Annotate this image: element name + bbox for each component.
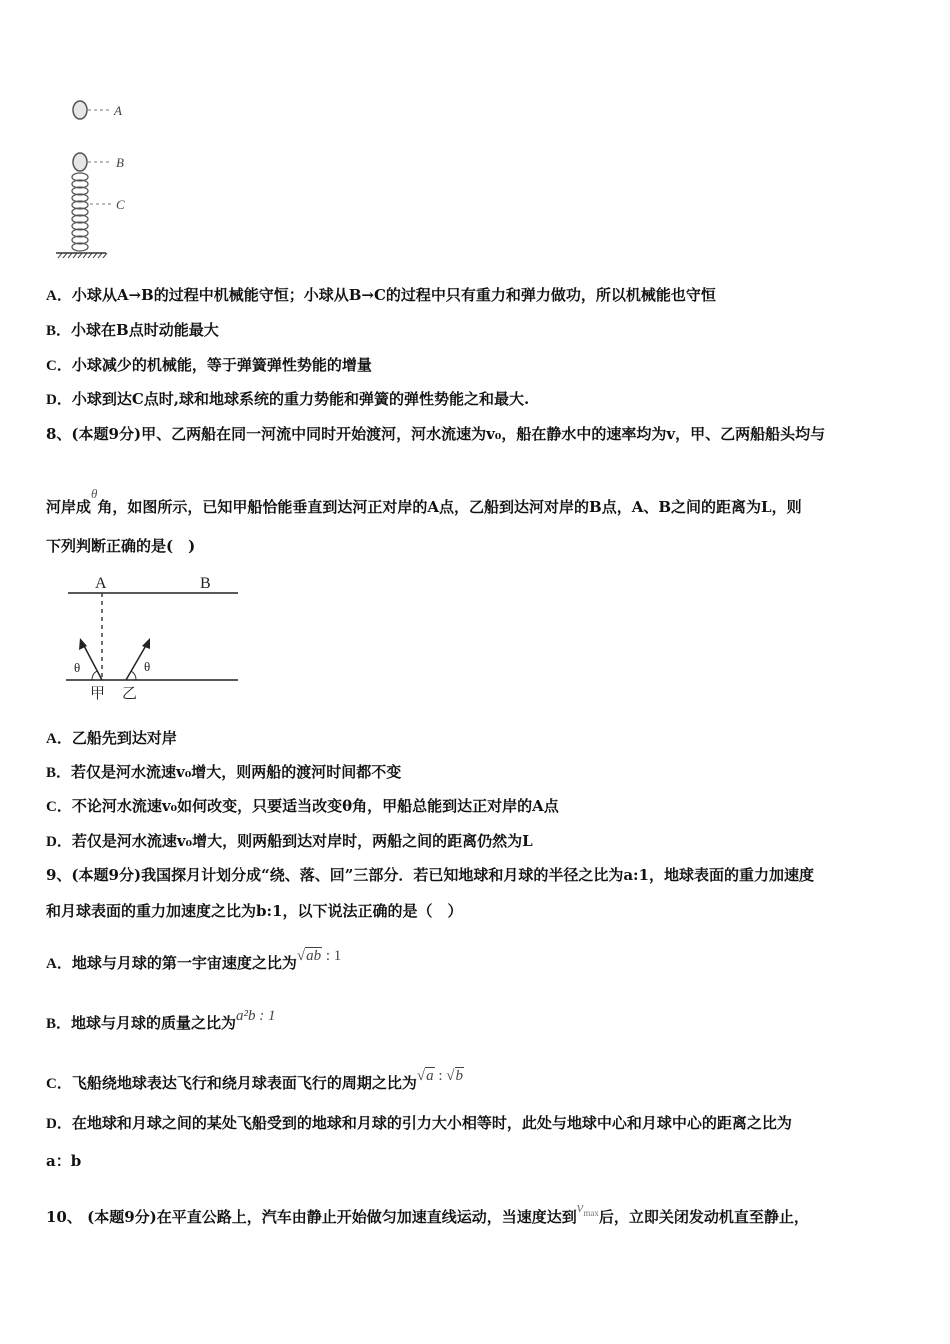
q8-stem-line1: 8、(本题9分)甲、乙两船在同一河流中同时开始渡河，河水流速为v₀，船在静水中的速率均为v，甲、乙两船船头均与	[46, 425, 826, 443]
q8-option-a: A．乙船先到达对岸	[46, 729, 177, 747]
angle-arc-jia	[92, 671, 97, 680]
q7-option-c: C．小球减少的机械能，等于弹簧弹性势能的增量	[46, 356, 372, 374]
q9-option-b: B．地球与月球的质量之比为a²b : 1	[46, 1008, 276, 1032]
label-jia: 甲	[90, 686, 106, 702]
formula-a2b: a²b : 1	[236, 1008, 276, 1024]
ball-b	[73, 153, 87, 171]
q7-option-a: A．小球从A→B的过程中机械能守恒；小球从B→C的过程中只有重力和弹力做功，所以机械能也守恒	[46, 286, 716, 304]
formula-vmax: $v_{max}$	[576, 1200, 599, 1218]
q8-option-b: B．若仅是河水流速v₀增大，则两船的渡河时间都不变	[46, 763, 402, 781]
q10-stem-line1: 10、 (本题9分)在平直公路上，汽车由静止开始做匀加速直线运动，当速度达到$v_{max}$后，立即关闭发动机直至静止，	[46, 1200, 809, 1226]
q8-stem-line2: 河岸成θ角，如图所示，已知甲船恰能垂直到达河正对岸的A点，乙船到达河对岸的B点，A、B之间的距离为L，则	[46, 486, 802, 516]
river-crossing-figure	[60, 568, 245, 703]
label-yi: 乙	[122, 686, 138, 702]
q9-stem-line2: 和月球表面的重力加速度之比为b:1，以下说法正确的是（ ）	[46, 902, 463, 920]
q9-stem-line1: 9、(本题9分)我国探月计划分成“绕、落、回”三部分．若已知地球和月球的半径之比为a:1，地球表面的重力加速度	[46, 866, 815, 884]
q9-option-d: D．在地球和月球之间的某处飞船受到的地球和月球的引力大小相等时，此处与地球中心和月球中心的距离之比为	[46, 1114, 792, 1132]
theta-right: θ	[144, 659, 151, 674]
formula-sqrt-a-sqrt-b: √a : √b	[416, 1068, 463, 1084]
spring	[72, 173, 88, 251]
q9-option-c: C．飞船绕地球表达飞行和绕月球表面飞行的周期之比为√a : √b	[46, 1068, 463, 1092]
boat-jia-velocity	[82, 642, 102, 680]
q8-stem-line3: 下列判断正确的是( )	[46, 537, 196, 555]
label-c: C	[116, 197, 125, 212]
label-b: B	[116, 155, 124, 170]
q7-option-d: D．小球到达C点时,球和地球系统的重力势能和弹簧的弹性势能之和最大.	[46, 390, 530, 408]
q9-option-d-line2: a：b	[46, 1152, 82, 1170]
theta-symbol: θ	[91, 486, 98, 501]
boat-yi-arrowhead	[142, 638, 150, 649]
fig2-label-a: A	[95, 575, 107, 592]
q8-option-c: C．不论河水流速v₀如何改变，只要适当改变θ角，甲船总能到达正对岸的A点	[46, 797, 559, 815]
q8-option-d: D．若仅是河水流速v₀增大，则两船到达对岸时，两船之间的距离仍然为L	[46, 832, 533, 850]
fig2-label-b: B	[200, 575, 211, 592]
theta-left: θ	[74, 660, 81, 675]
angle-arc-yi	[131, 671, 136, 680]
ball-spring-figure	[50, 92, 150, 262]
q9-option-a: A．地球与月球的第一宇宙速度之比为√ab : 1	[46, 948, 342, 972]
formula-sqrt-ab: √ab : 1	[296, 948, 342, 964]
ball-a	[73, 101, 87, 119]
q7-option-b: B．小球在B点时动能最大	[46, 321, 219, 339]
label-a: A	[114, 103, 122, 118]
